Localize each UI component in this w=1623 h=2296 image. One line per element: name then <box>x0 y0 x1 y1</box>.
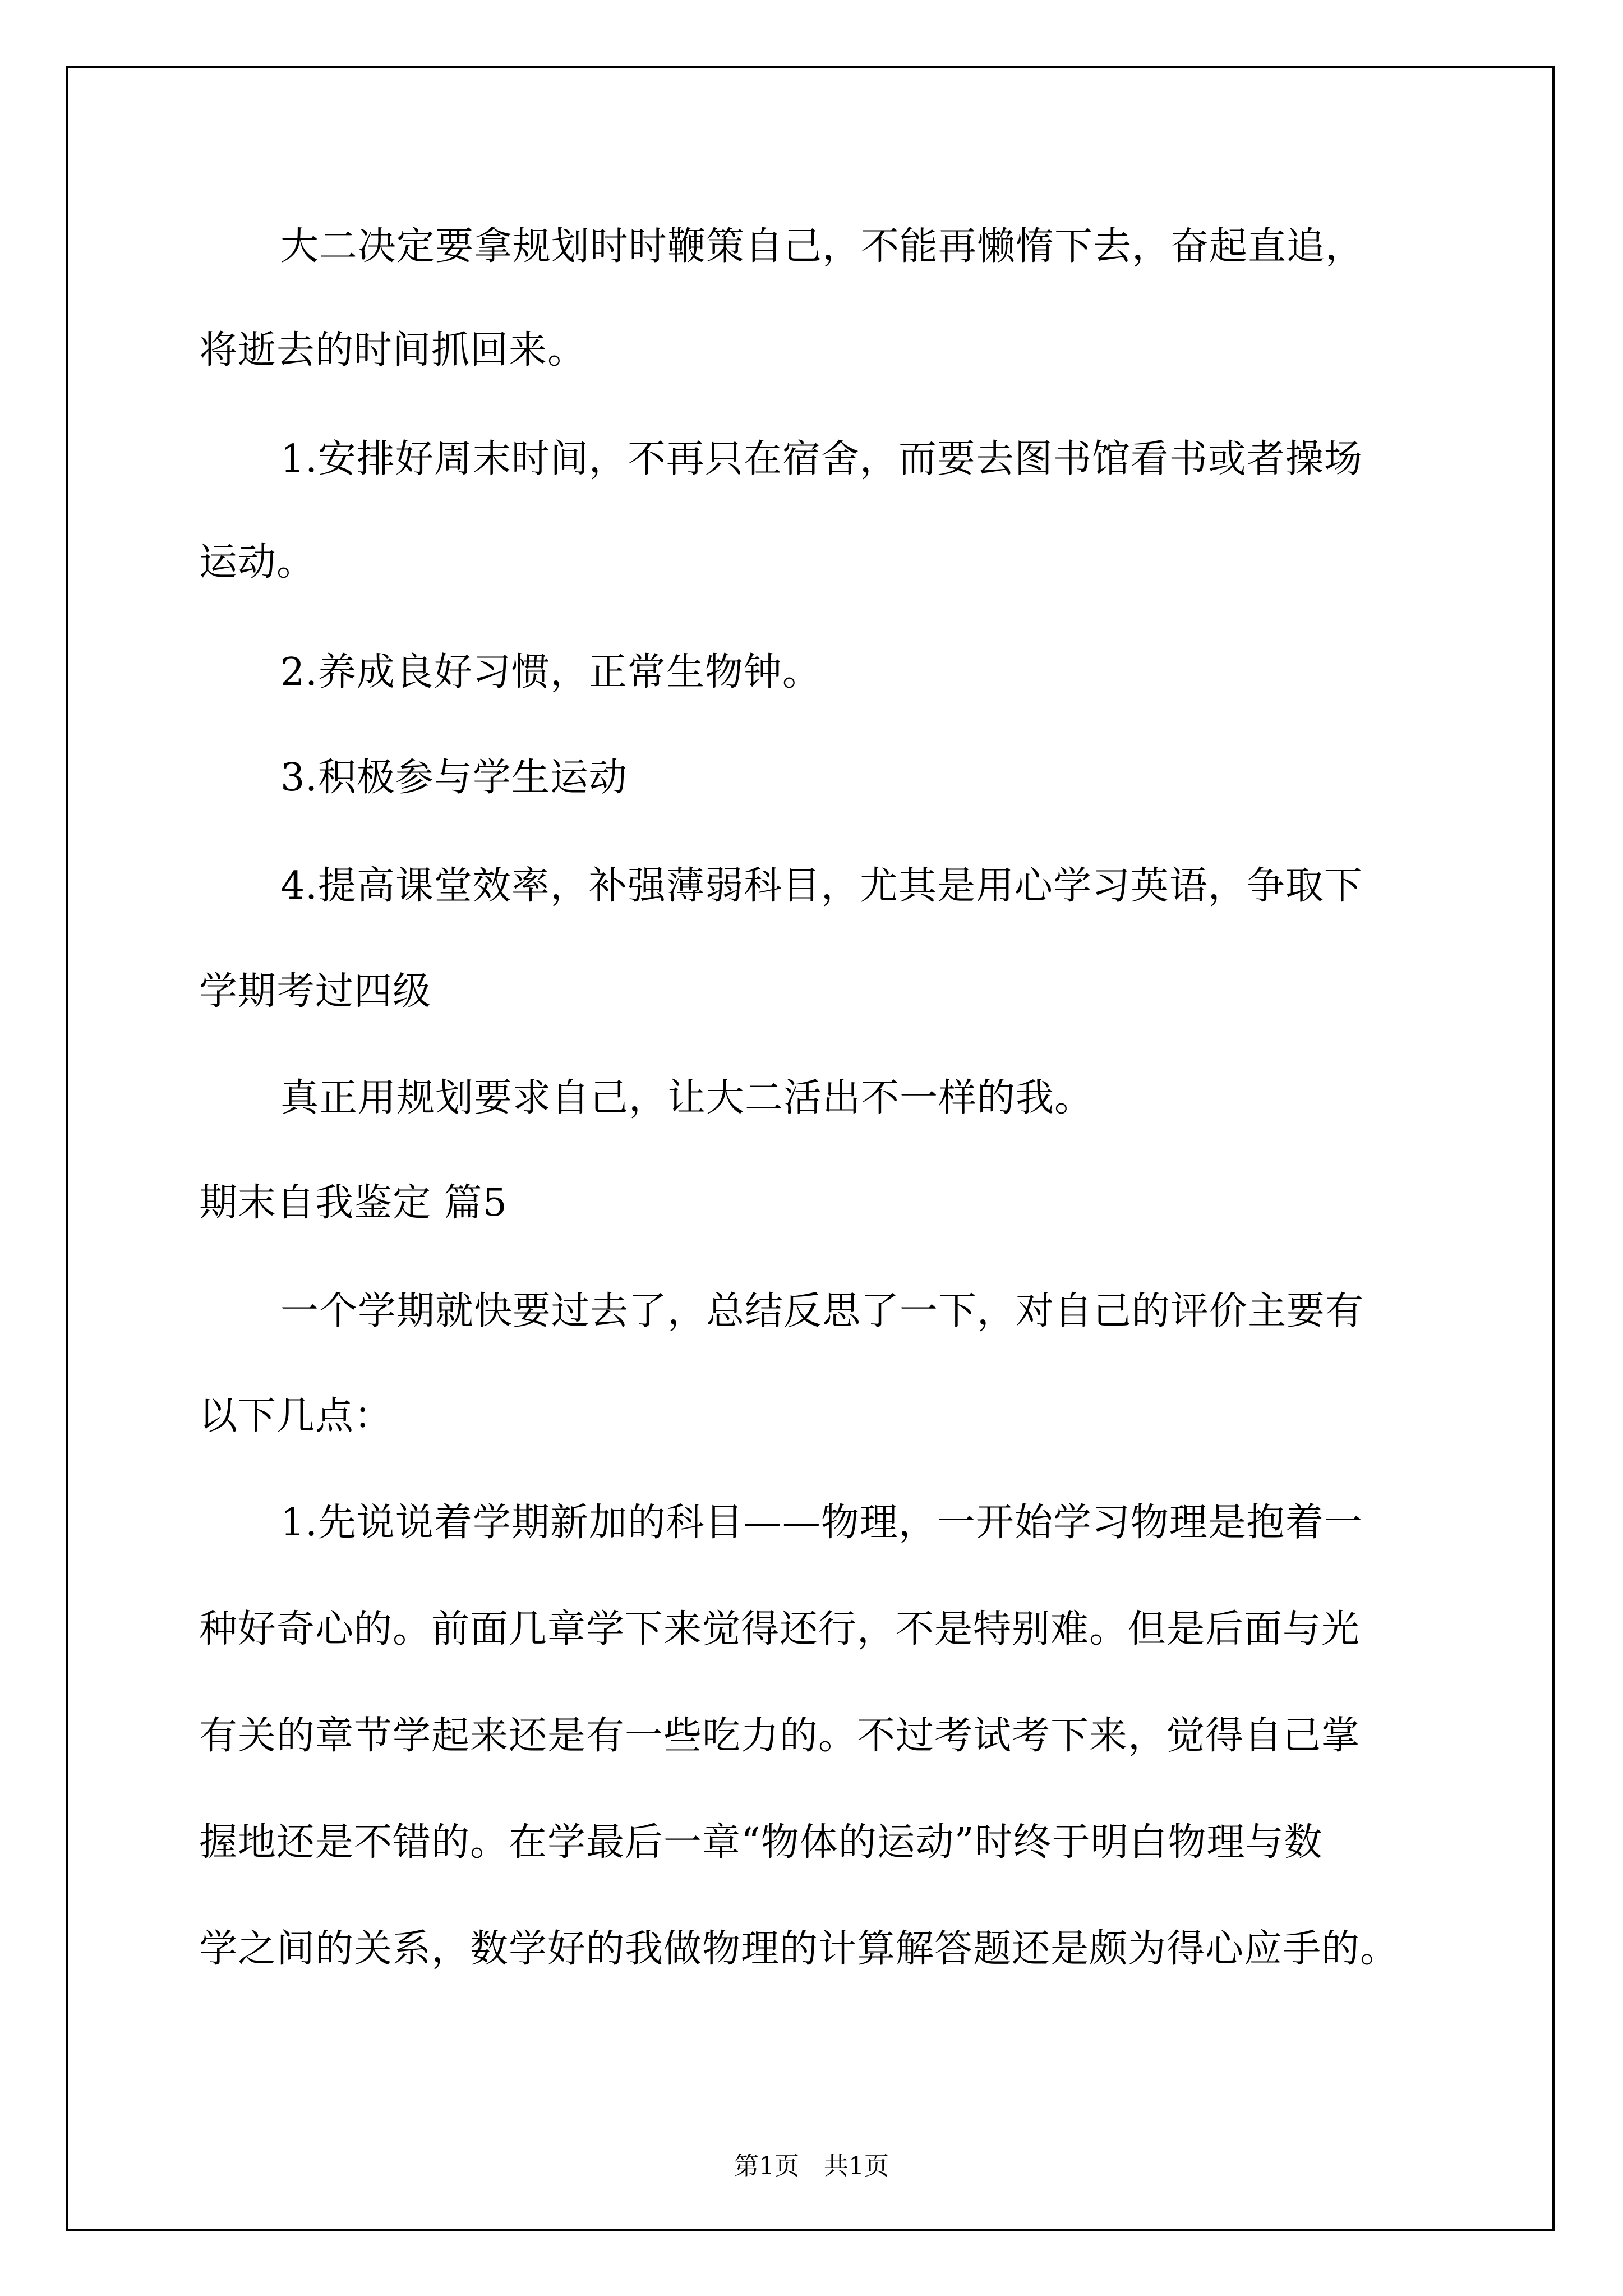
paragraph-line: 学期考过四级 <box>199 969 432 1014</box>
list-item-4: 4.提高课堂效率，补强薄弱科目，尤其是用心学习英语，争取下 <box>280 864 1363 908</box>
paragraph-line: 大二决定要拿规划时时鞭策自己，不能再懒惰下去，奋起直追， <box>280 224 1364 269</box>
section-heading: 期末自我鉴定 篇5 <box>199 1181 508 1225</box>
list-item-1: 1.先说说着学期新加的科目——物理，一开始学习物理是抱着一 <box>280 1501 1363 1545</box>
paragraph-line: 种好奇心的。前面几章学下来觉得还行，不是特别难。但是后面与光 <box>199 1607 1361 1651</box>
paragraph-line: 运动。 <box>199 540 316 585</box>
list-item-2: 2.养成良好习惯，正常生物钟。 <box>280 650 821 694</box>
paragraph-line: 有关的章节学起来还是有一些吃力的。不过考试考下来，觉得自己掌 <box>199 1714 1361 1758</box>
paragraph-line: 以下几点： <box>199 1394 393 1438</box>
paragraph-line: 将逝去的时间抓回来。 <box>199 328 587 372</box>
paragraph-line: 真正用规划要求自己，让大二活出不一样的我。 <box>280 1076 1094 1120</box>
paragraph-line: 学之间的关系，数学好的我做物理的计算解答题还是颇为得心应手的。 <box>199 1927 1399 1971</box>
list-item-3: 3.积极参与学生运动 <box>280 756 628 800</box>
paragraph-line: 一个学期就快要过去了，总结反思了一下，对自己的评价主要有 <box>280 1289 1364 1333</box>
list-item-1: 1.安排好周末时间，不再只在宿舍，而要去图书馆看书或者操场 <box>280 437 1363 481</box>
page-border <box>66 66 1555 2231</box>
paragraph-line: 握地还是不错的。在学最后一章“物体的运动”时终于明白物理与数 <box>199 1820 1323 1865</box>
page-number-footer: 第1页 共1页 <box>734 2152 889 2180</box>
